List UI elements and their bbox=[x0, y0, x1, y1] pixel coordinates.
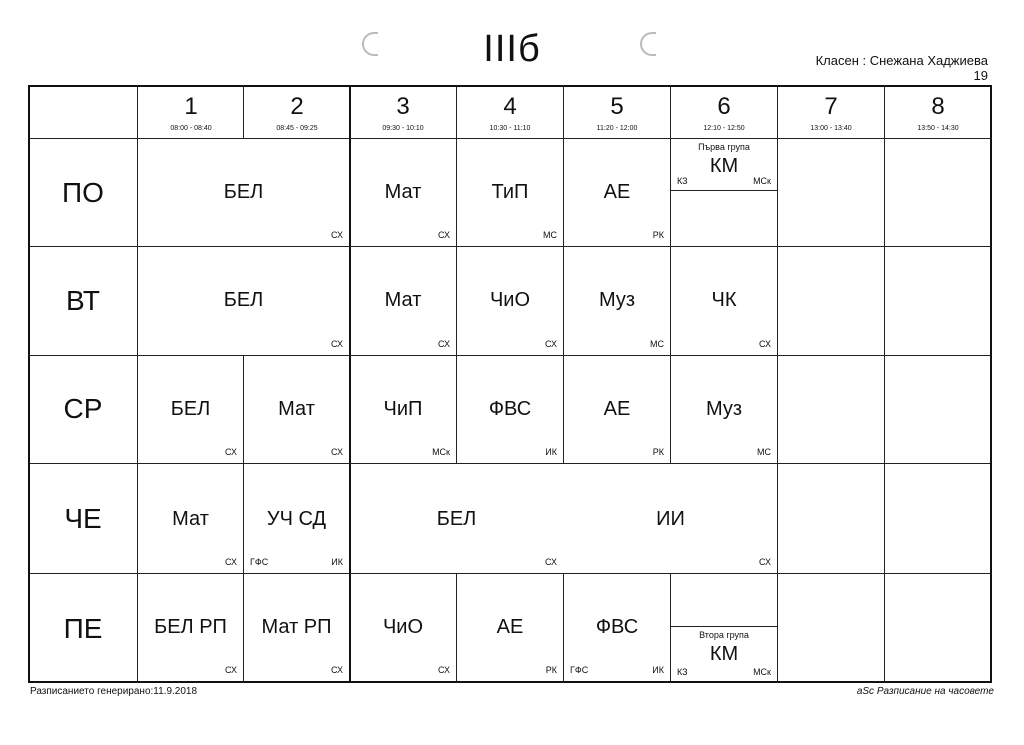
period-time: 11:20 - 12:00 bbox=[596, 125, 638, 132]
lesson-room: КЗ bbox=[677, 667, 688, 677]
lesson-room: СХ bbox=[225, 447, 237, 457]
lesson-subject: Мат bbox=[384, 289, 422, 311]
lesson-room: ИК bbox=[331, 557, 343, 567]
day-label-wed: СР bbox=[63, 393, 103, 424]
lesson-subject: АЕ bbox=[603, 398, 631, 420]
lesson-subject: Мат РП bbox=[261, 616, 332, 638]
lesson-cell bbox=[457, 356, 563, 463]
period-time: 12:10 - 12:50 bbox=[703, 125, 745, 132]
lesson-room: СХ bbox=[225, 557, 237, 567]
group-label: Първа група bbox=[698, 142, 750, 152]
lesson-room: СХ bbox=[438, 665, 450, 675]
lesson-subject: БЕЛ bbox=[223, 181, 264, 203]
lesson-cell bbox=[244, 356, 349, 463]
lesson-room: ИК bbox=[652, 665, 664, 675]
lesson-subject: БЕЛ bbox=[223, 289, 264, 311]
lesson-subject: ЧиО bbox=[489, 289, 531, 311]
class-teacher: Класен : Снежана Хаджиева bbox=[815, 53, 988, 68]
lesson-room: СХ bbox=[438, 339, 450, 349]
lesson-cell bbox=[138, 574, 243, 681]
lesson-room: СХ bbox=[545, 557, 557, 567]
period-number: 2 bbox=[290, 93, 304, 120]
lesson-room: РК bbox=[652, 447, 664, 457]
lesson-cell bbox=[564, 574, 670, 681]
period-time: 10:30 - 11:10 bbox=[489, 125, 531, 132]
lesson-room: ИК bbox=[545, 447, 557, 457]
lesson-subject: АЕ bbox=[603, 181, 631, 203]
period-number: 7 bbox=[824, 93, 838, 120]
lesson-cell bbox=[138, 139, 349, 246]
lesson-room: СХ bbox=[331, 665, 343, 675]
lesson-cell bbox=[671, 247, 777, 355]
lesson-room: СХ bbox=[759, 339, 771, 349]
timetable-grid bbox=[28, 85, 992, 683]
lesson-subject: ЧиО bbox=[382, 616, 424, 638]
lesson-subject: ТиП bbox=[491, 181, 529, 203]
lesson-subject: БЕЛ bbox=[436, 508, 477, 530]
lesson-room: СХ bbox=[225, 665, 237, 675]
lesson-cell bbox=[564, 356, 670, 463]
lesson-subject: АЕ bbox=[496, 616, 524, 638]
period-time: 08:00 - 08:40 bbox=[170, 125, 212, 132]
lesson-cell bbox=[457, 574, 563, 681]
lesson-subject: ЧК bbox=[711, 289, 737, 311]
day-label-mon: ПО bbox=[62, 177, 104, 208]
lesson-room: КЗ bbox=[677, 176, 688, 186]
lesson-room: МС bbox=[543, 230, 557, 240]
lesson-subject: ЧиП bbox=[383, 398, 423, 420]
lesson-subject: ФВС bbox=[595, 616, 639, 638]
lesson-cell bbox=[457, 139, 563, 246]
page-title: IIIб bbox=[483, 28, 541, 70]
lesson-cell bbox=[564, 464, 777, 573]
lesson-room: СХ bbox=[545, 339, 557, 349]
lesson-room: МСк bbox=[753, 176, 771, 186]
lesson-cell bbox=[671, 356, 777, 463]
lesson-cell bbox=[244, 464, 349, 573]
lesson-subject: УЧ СД bbox=[266, 508, 327, 530]
page-number: 19 bbox=[973, 68, 988, 83]
lesson-cell bbox=[138, 356, 243, 463]
period-number: 6 bbox=[717, 93, 731, 120]
lesson-room: ГФС bbox=[570, 665, 589, 675]
lesson-cell bbox=[350, 247, 456, 355]
lesson-subject: Мат bbox=[384, 181, 422, 203]
lesson-room: МС bbox=[650, 339, 664, 349]
lesson-cell-group bbox=[671, 627, 777, 681]
lesson-cell bbox=[350, 574, 456, 681]
lesson-room: РК bbox=[652, 230, 664, 240]
lesson-subject: КМ bbox=[709, 155, 739, 177]
period-time: 13:50 - 14:30 bbox=[917, 125, 959, 132]
lesson-room: СХ bbox=[331, 447, 343, 457]
lesson-cell bbox=[350, 356, 456, 463]
group-label: Втора група bbox=[699, 630, 749, 640]
lesson-subject: ФВС bbox=[488, 398, 532, 420]
lesson-cell bbox=[138, 464, 243, 573]
lesson-cell bbox=[244, 574, 349, 681]
lesson-room: РК bbox=[545, 665, 557, 675]
day-label-fri: ПЕ bbox=[63, 613, 103, 644]
lesson-subject: Муз bbox=[598, 289, 636, 311]
day-label-tue: ВТ bbox=[66, 285, 100, 316]
lesson-subject: Мат bbox=[172, 508, 209, 530]
lesson-room: МСк bbox=[753, 667, 771, 677]
lesson-subject: КМ bbox=[709, 643, 739, 665]
period-number: 4 bbox=[503, 93, 517, 120]
period-number: 1 bbox=[184, 93, 198, 120]
period-time: 13:00 - 13:40 bbox=[810, 125, 852, 132]
period-time: 09:30 - 10:10 bbox=[382, 125, 424, 132]
lesson-subject: Муз bbox=[705, 398, 743, 420]
lesson-cell-group bbox=[671, 139, 777, 190]
lesson-subject: БЕЛ bbox=[170, 398, 211, 420]
lesson-cell bbox=[350, 139, 456, 246]
period-time: 08:45 - 09:25 bbox=[276, 125, 318, 132]
lesson-subject: ИИ bbox=[656, 508, 685, 530]
period-number: 5 bbox=[610, 93, 624, 120]
lesson-room: СХ bbox=[759, 557, 771, 567]
generated-date: Разписанието генерирано:11.9.2018 bbox=[30, 686, 198, 697]
lesson-room: СХ bbox=[438, 230, 450, 240]
lesson-cell bbox=[457, 247, 563, 355]
lesson-room: СХ bbox=[331, 339, 343, 349]
lesson-cell bbox=[138, 247, 349, 355]
period-number: 3 bbox=[396, 93, 410, 120]
day-label-thu: ЧЕ bbox=[64, 503, 102, 534]
lesson-subject: БЕЛ РП bbox=[154, 616, 227, 638]
software-credit: aSc Разписание на часовете bbox=[856, 686, 994, 697]
lesson-cell bbox=[350, 464, 563, 573]
lesson-room: СХ bbox=[331, 230, 343, 240]
lesson-cell bbox=[564, 247, 670, 355]
lesson-cell bbox=[564, 139, 670, 246]
lesson-room: ГФС bbox=[250, 557, 269, 567]
lesson-room: МСк bbox=[432, 447, 450, 457]
lesson-room: МС bbox=[757, 447, 771, 457]
period-number: 8 bbox=[931, 93, 945, 120]
lesson-subject: Мат bbox=[278, 398, 315, 420]
